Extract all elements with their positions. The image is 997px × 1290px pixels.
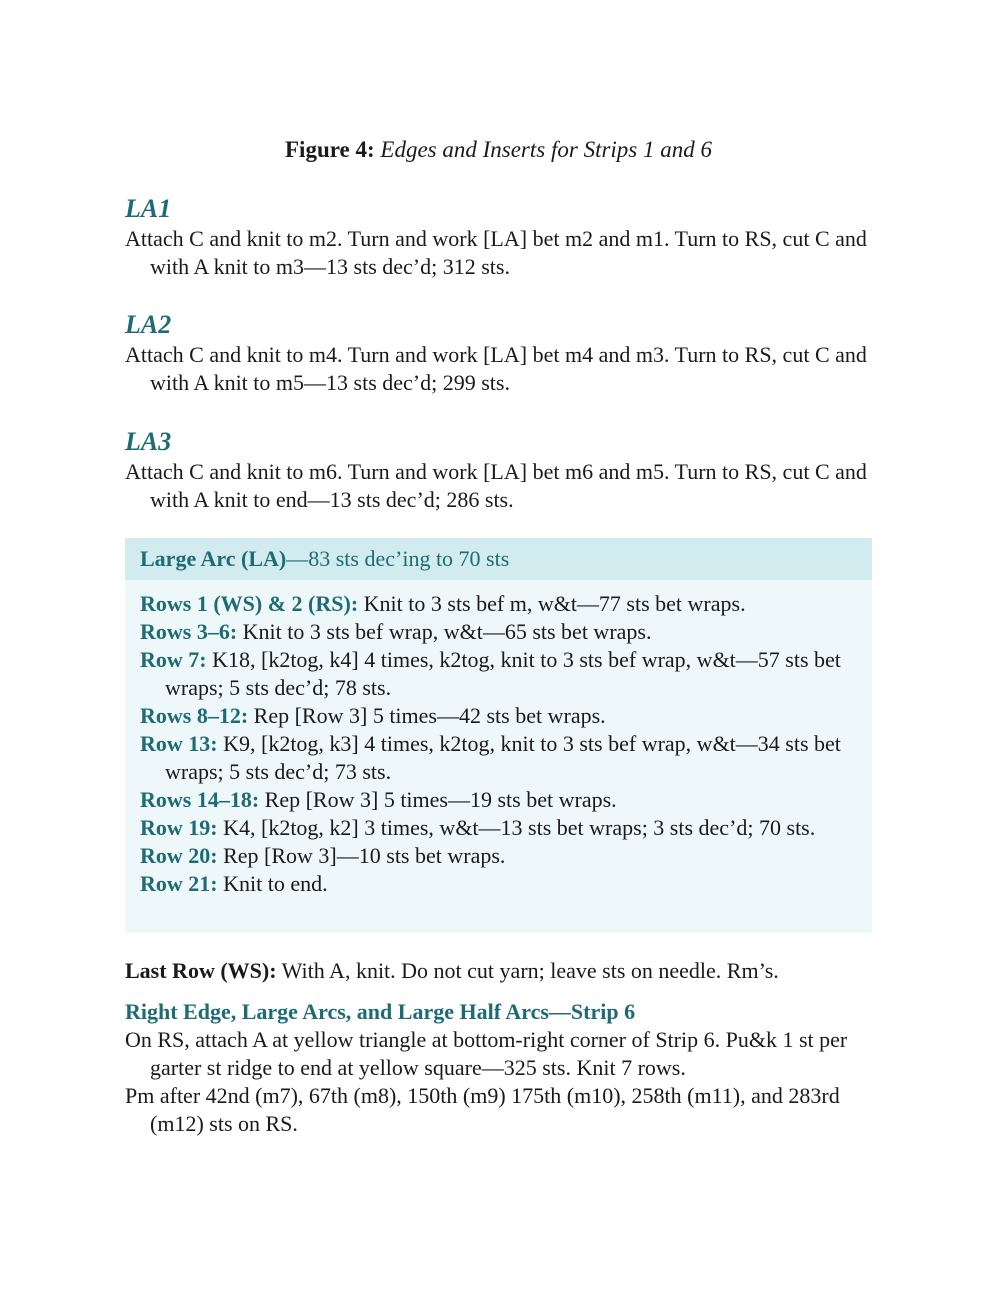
section-text: Attach C and knit to m2. Turn and work [LA] bet m2 and m1. Turn to RS, cut C and with A knit to m3—13 sts dec’d; 312 sts. [125,226,867,279]
strip6-title: Right Edge, Large Arcs, and Large Half Arcs—Strip 6 [125,999,636,1024]
row-text: Knit to end. [217,871,328,896]
figure-title: Edges and Inserts for Strips 1 and 6 [380,137,712,162]
row-instruction [140,814,875,842]
row-text: K4, [k2tog, k2] 3 times, w&t—13 sts bet wraps; 3 sts dec’d; 70 sts. [217,815,816,840]
row-text: Knit to 3 sts bef m, w&t—77 sts bet wraps. [358,591,746,616]
strip6-paragraph: On RS, attach A at yellow triangle at bottom-right corner of Strip 6. Pu&k 1 st per garter st ridge to end at yellow square—325 sts. Knit 7 rows. [125,1027,848,1080]
section-title: LA2 [125,310,172,339]
large-arc-box-header [125,538,872,580]
row-text: Knit to 3 sts bef wrap, w&t—65 sts bet wraps. [237,619,652,644]
row-text: K18, [k2tog, k4] 4 times, k2tog, knit to 3 sts bef wrap, w&t—57 sts bet wraps; 5 sts dec’d; 78 sts. [165,647,841,700]
row-instruction [140,786,875,814]
row-instruction [140,590,875,618]
section-la3 [125,426,872,514]
row-text: K9, [k2tog, k3] 4 times, k2tog, knit to 3 sts bef wrap, w&t—34 sts bet wraps; 5 sts dec’d; 73 sts. [165,731,841,784]
row-label: Rows 14–18: [140,787,260,812]
figure-caption [0,135,997,165]
row-label: Rows 8–12: [140,703,249,728]
box-head-label: Large Arc (LA) [140,546,287,571]
large-arc-box [125,538,872,933]
figure-label: Figure 4: [285,137,375,162]
row-label: Row 21: [140,871,218,896]
row-label: Row 19: [140,815,218,840]
section-text: Attach C and knit to m4. Turn and work [LA] bet m4 and m3. Turn to RS, cut C and with A knit to m5—13 sts dec’d; 299 sts. [125,342,867,395]
section-la2 [125,309,872,397]
last-row-instruction [125,957,872,985]
row-label: Row 13: [140,731,218,756]
row-instruction [140,842,875,870]
row-label: Row 20: [140,843,218,868]
row-instruction [140,702,875,730]
strip6-section [125,998,872,1138]
row-instruction [140,646,875,702]
row-label: Rows 1 (WS) & 2 (RS): [140,591,359,616]
row-instruction [140,870,875,898]
box-head-text: —83 sts dec’ing to 70 sts [286,546,510,571]
last-row-label: Last Row (WS): [125,958,277,983]
section-title: LA1 [125,194,172,223]
row-instruction [140,730,875,786]
section-la1 [125,193,872,281]
section-title: LA3 [125,427,172,456]
large-arc-box-body [125,580,872,898]
row-text: Rep [Row 3] 5 times—42 sts bet wraps. [248,703,606,728]
row-label: Rows 3–6: [140,619,238,644]
strip6-paragraph: Pm after 42nd (m7), 67th (m8), 150th (m9) 175th (m10), 258th (m11), and 283rd (m12) sts on RS. [125,1083,840,1136]
row-label: Row 7: [140,647,207,672]
row-text: Rep [Row 3]—10 sts bet wraps. [217,843,506,868]
row-instruction [140,618,875,646]
last-row-text: With A, knit. Do not cut yarn; leave sts on needle. Rm’s. [276,958,779,983]
section-text: Attach C and knit to m6. Turn and work [LA] bet m6 and m5. Turn to RS, cut C and with A knit to end—13 sts dec’d; 286 sts. [125,459,867,512]
row-text: Rep [Row 3] 5 times—19 sts bet wraps. [259,787,617,812]
